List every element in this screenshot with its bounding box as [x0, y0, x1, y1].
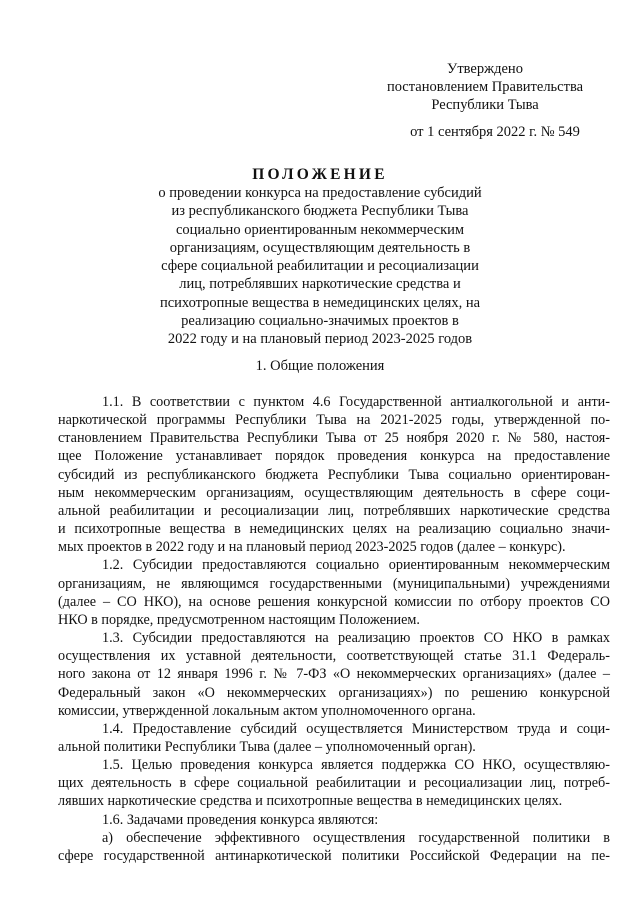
subtitle-line: социально ориентированным некоммерческим — [175, 221, 465, 238]
paragraph-line: мых проектов в 2022 году и на плановый период 2023-2025 годов (далее – конкурс). — [58, 539, 566, 556]
approval-line-republic: Республики Тыва — [431, 97, 539, 113]
paragraph-line: а) обеспечение эффективного осуществления государственной политики в — [102, 829, 610, 846]
paragraph-line: щее Положение устанавливает порядок проведения конкурса на предоставление — [58, 448, 610, 465]
paragraph-line: сфере государственной антинаркотической политики Российской Федерации на пе- — [58, 847, 610, 864]
paragraph-line: щих деятельность в сфере социальной реабилитации и ресоциализации лиц, потреб- — [58, 775, 610, 792]
paragraph-line: лявших наркотические средства и психотропные вещества в немедицинских целях. — [58, 793, 563, 810]
document-body — [58, 393, 610, 865]
paragraph-line: НКО в порядке, предусмотренном настоящим Положением. — [58, 611, 420, 628]
subtitle-line: из республиканского бюджета Республики Тыва — [171, 203, 469, 220]
paragraph — [58, 556, 610, 629]
paragraph-line: субсидий из республиканского бюджета Республики Тыва социально ориентирован- — [58, 466, 610, 483]
paragraph-line: становлением Правительства Республики Тыва от 25 ноября 2020 г. № 580, настоя- — [58, 430, 610, 447]
subtitle-line: организациям, осуществляющим деятельность в — [169, 239, 471, 256]
paragraph-line: (далее – СО НКО), на основе решения конкурсной комиссии по отбору проектов СО — [58, 593, 610, 610]
paragraph-line: ным некоммерческим организациям, осуществляющим деятельность в сфере соци- — [58, 484, 610, 501]
paragraph-line: наркотической программы Республики Тыва на 2021-2025 годы, утвержденной по- — [58, 412, 610, 429]
paragraph-line: 1.2. Субсидии предоставляются социально ориентированным некоммерческим — [102, 557, 610, 574]
subtitle-line: 2022 году и на плановый период 2023-2025 годов — [167, 331, 473, 348]
subtitle-line: о проведении конкурса на предоставление субсидий — [158, 185, 482, 201]
paragraph — [58, 829, 610, 865]
paragraph-line: и психотропные вещества в немедицинских целях на реализацию социально значи- — [58, 521, 610, 538]
paragraph — [58, 756, 610, 810]
paragraph-line: 1.4. Предоставление субсидий осуществляется Министерством труда и соци- — [102, 720, 610, 737]
paragraph-line: альной политики Республики Тыва (далее – уполномоченный орган). — [58, 738, 476, 755]
approval-line-approved: Утверждено — [447, 61, 523, 77]
paragraph-line: осуществления их уставной деятельности, соответствующей статье 31.1 Федераль- — [58, 648, 610, 665]
paragraph — [58, 720, 610, 756]
paragraph — [58, 629, 610, 720]
document-subtitle — [70, 184, 570, 349]
paragraph-line: 1.5. Целью проведения конкурса является поддержка СО НКО, осуществляю- — [102, 757, 610, 774]
paragraph — [58, 393, 610, 556]
paragraph-line: 1.1. В соответствии с пунктом 4.6 Государственной антиалкогольной и анти- — [102, 394, 610, 410]
paragraph-line: Федеральный закон «О некоммерческих организациях») по решению конкурсной — [58, 684, 610, 701]
paragraph-line: 1.3. Субсидии предоставляются на реализацию проектов СО НКО в рамках — [102, 630, 610, 647]
paragraph-line: альной реабилитации и ресоциализации лиц, потреблявших наркотические средства — [58, 502, 610, 519]
paragraph-line: ного закона от 12 января 1996 г. № 7-ФЗ «О некоммерческих организациях» (далее – — [58, 666, 610, 683]
document-title: ПОЛОЖЕНИЕ — [252, 166, 388, 183]
approval-line-resolution: постановлением Правительства — [386, 79, 584, 95]
section-heading: 1. Общие положения — [255, 358, 385, 374]
paragraph-line: организациям, не являющимся государственными (муниципальными) учреждениями — [58, 575, 610, 592]
subtitle-line: лиц, потреблявших наркотические средства и — [179, 276, 461, 293]
subtitle-line: сфере социальной реабилитации и ресоциализации — [161, 258, 479, 275]
subtitle-line: психотропные вещества в немедицинских целях, на — [159, 294, 481, 311]
approval-date: от 1 сентября 2022 г. № 549 — [410, 124, 580, 140]
subtitle-line: реализацию социально-значимых проектов в — [181, 313, 459, 330]
approval-stamp — [360, 60, 610, 114]
paragraph-line: комиссии, утвержденной локальным актом уполномоченного органа. — [58, 702, 476, 719]
paragraph-line: 1.6. Задачами проведения конкурса являются: — [102, 811, 379, 828]
paragraph — [58, 811, 610, 829]
